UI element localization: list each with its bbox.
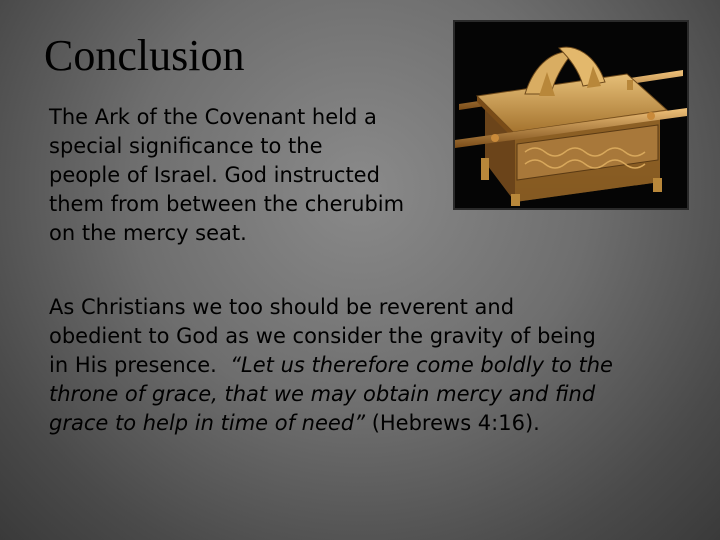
- intro-line: them from between the cherubim: [49, 192, 405, 216]
- application-paragraph: [49, 293, 689, 438]
- scripture-quote: throne of grace, that we may obtain mercy and find: [49, 382, 596, 406]
- scripture-quote: “Let us therefore come boldly to the: [230, 353, 613, 377]
- intro-paragraph: [49, 103, 449, 248]
- application-line: [49, 351, 689, 380]
- application-line: [49, 409, 689, 438]
- intro-line: The Ark of the Covenant held a: [49, 105, 377, 129]
- ark-of-covenant-image: [453, 20, 689, 210]
- slide-title: Conclusion: [44, 31, 245, 80]
- application-line: obedient to God as we consider the gravity of being: [49, 324, 596, 348]
- scripture-quote: grace to help in time of need”: [49, 411, 366, 435]
- ark-illustration: [455, 22, 687, 208]
- intro-line: special significance to the: [49, 134, 323, 158]
- application-text: in His presence.: [49, 353, 231, 377]
- intro-line: people of Israel. God instructed: [49, 163, 380, 187]
- scripture-reference: (Hebrews 4:16).: [365, 411, 540, 435]
- intro-line: on the mercy seat.: [49, 221, 247, 245]
- application-line: As Christians we too should be reverent and: [49, 295, 515, 319]
